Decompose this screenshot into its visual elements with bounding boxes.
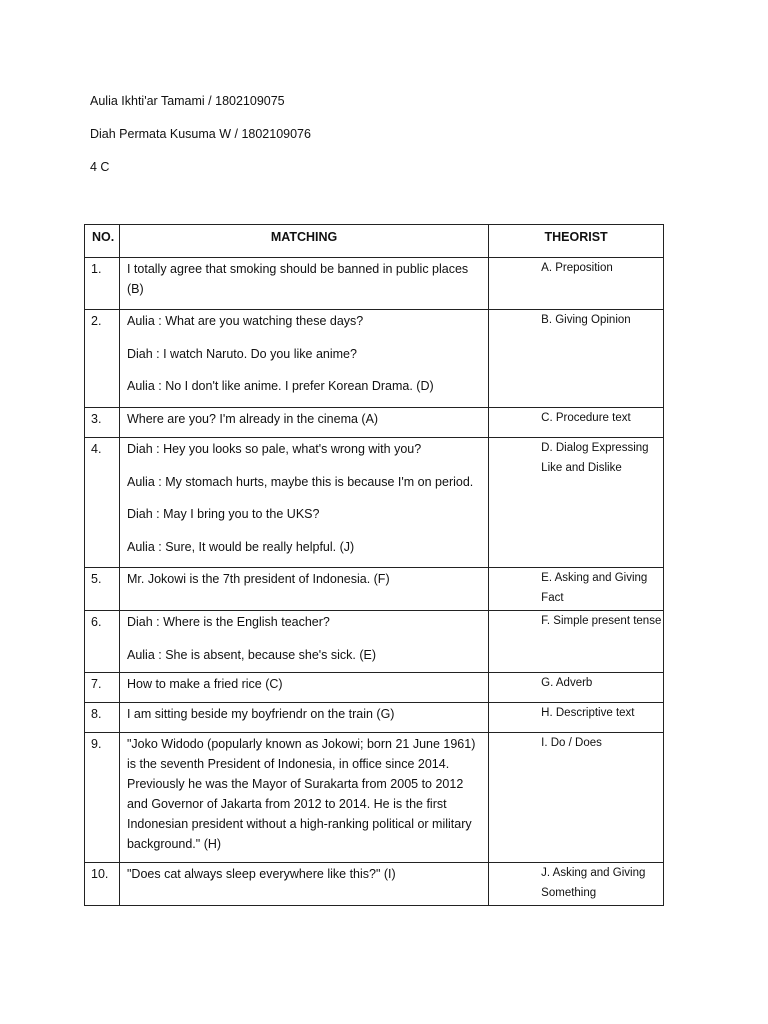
- matching-cell: [119, 863, 488, 906]
- matching-text: Diah : Hey you looks so pale, what's wrong with you?: [126, 442, 422, 456]
- matching-cell: [119, 258, 488, 310]
- row-number: [85, 863, 120, 906]
- row-number-text: 9.: [91, 737, 102, 751]
- matching-cell: [119, 310, 488, 408]
- theorist-cell: [489, 703, 664, 733]
- theorist-text: F. Simple present tense: [541, 615, 662, 627]
- header-no: NO.: [85, 225, 120, 258]
- row-number: [85, 408, 120, 438]
- theorist-cell: [489, 438, 664, 568]
- row-number-text: 6.: [91, 615, 102, 629]
- theorist-text: B. Giving Opinion: [541, 314, 631, 326]
- row-number: [85, 673, 120, 703]
- matching-cell: [119, 568, 488, 611]
- matching-cell: [119, 611, 488, 673]
- table-row: [85, 408, 664, 438]
- table-row: [85, 438, 664, 568]
- matching-cell: [119, 408, 488, 438]
- document-header: [90, 94, 311, 193]
- author-line-1: Aulia Ikhti'ar Tamami / 1802109075: [90, 94, 285, 108]
- matching-text: Aulia : She is absent, because she's sick. (E): [126, 647, 377, 662]
- theorist-text: A. Preposition: [541, 262, 613, 274]
- table-row: [85, 258, 664, 310]
- theorist-cell: [489, 408, 664, 438]
- matching-text: Where are you? I'm already in the cinema (A): [126, 412, 379, 426]
- theorist-cell: [489, 733, 664, 863]
- matching-cell: [119, 733, 488, 863]
- table-row: [85, 673, 664, 703]
- theorist-text: I. Do / Does: [541, 737, 602, 749]
- class-line: 4 C: [90, 160, 110, 174]
- theorist-text: D. Dialog Expressing Like and Dislike: [541, 442, 649, 474]
- matching-text: I totally agree that smoking should be banned in public places (B): [126, 262, 469, 296]
- row-number-text: 5.: [91, 572, 102, 586]
- row-number-text: 10.: [91, 867, 109, 881]
- theorist-cell: [489, 568, 664, 611]
- table-row: [85, 568, 664, 611]
- author-line-2: Diah Permata Kusuma W / 1802109076: [90, 127, 311, 141]
- theorist-text: J. Asking and Giving Something: [541, 867, 646, 899]
- matching-text: I am sitting beside my boyfriendr on the train (G): [126, 707, 395, 721]
- theorist-cell: [489, 258, 664, 310]
- row-number: [85, 703, 120, 733]
- theorist-text: C. Procedure text: [541, 412, 631, 424]
- table-header-row: [85, 225, 664, 258]
- row-number: [85, 310, 120, 408]
- row-number-text: 3.: [91, 412, 102, 426]
- table-row: [85, 310, 664, 408]
- matching-cell: [119, 438, 488, 568]
- row-number: [85, 438, 120, 568]
- matching-text: Aulia : What are you watching these days?: [126, 314, 364, 328]
- row-number: [85, 611, 120, 673]
- matching-table: [84, 224, 664, 906]
- theorist-cell: [489, 863, 664, 906]
- theorist-cell: [489, 611, 664, 673]
- theorist-cell: [489, 673, 664, 703]
- table-row: [85, 611, 664, 673]
- matching-text: Aulia : My stomach hurts, maybe this is because I'm on period.: [126, 474, 474, 489]
- header-matching: MATCHING: [119, 225, 488, 258]
- matching-text: "Does cat always sleep everywhere like this?" (I): [126, 867, 396, 881]
- row-number-text: 4.: [91, 442, 102, 456]
- theorist-cell: [489, 310, 664, 408]
- matching-text: "Joko Widodo (popularly known as Jokowi; born 21 June 1961) is the seventh President of Indonesia, in office since 2014. Previously he was the Mayor of Surakarta from 2005 to 2012 and Governor of Jakarta from 2012 to 2014. He is the first Indonesian president without a high-ranking political or military background." (H): [126, 737, 476, 851]
- matching-cell: [119, 703, 488, 733]
- row-number: [85, 258, 120, 310]
- matching-text: Diah : Where is the English teacher?: [126, 615, 330, 629]
- row-number-text: 2.: [91, 314, 102, 328]
- theorist-text: E. Asking and Giving Fact: [541, 572, 648, 604]
- matching-cell: [119, 673, 488, 703]
- matching-text: Mr. Jokowi is the 7th president of Indonesia. (F): [126, 572, 390, 586]
- table-row: [85, 703, 664, 733]
- table-body: [85, 258, 664, 906]
- row-number: [85, 733, 120, 863]
- row-number-text: 8.: [91, 707, 102, 721]
- row-number: [85, 568, 120, 611]
- matching-text: Diah : I watch Naruto. Do you like anime?: [126, 346, 357, 361]
- table-row: [85, 863, 664, 906]
- matching-text: Aulia : Sure, It would be really helpful. (J): [126, 539, 355, 554]
- theorist-text: H. Descriptive text: [541, 707, 635, 719]
- row-number-text: 1.: [91, 262, 102, 276]
- theorist-text: G. Adverb: [541, 677, 593, 689]
- matching-text: How to make a fried rice (C): [126, 677, 283, 691]
- header-theorist: THEORIST: [489, 225, 664, 258]
- row-number-text: 7.: [91, 677, 102, 691]
- table-row: [85, 733, 664, 863]
- matching-text: Aulia : No I don't like anime. I prefer Korean Drama. (D): [126, 379, 434, 393]
- matching-text: Diah : May I bring you to the UKS?: [126, 507, 320, 521]
